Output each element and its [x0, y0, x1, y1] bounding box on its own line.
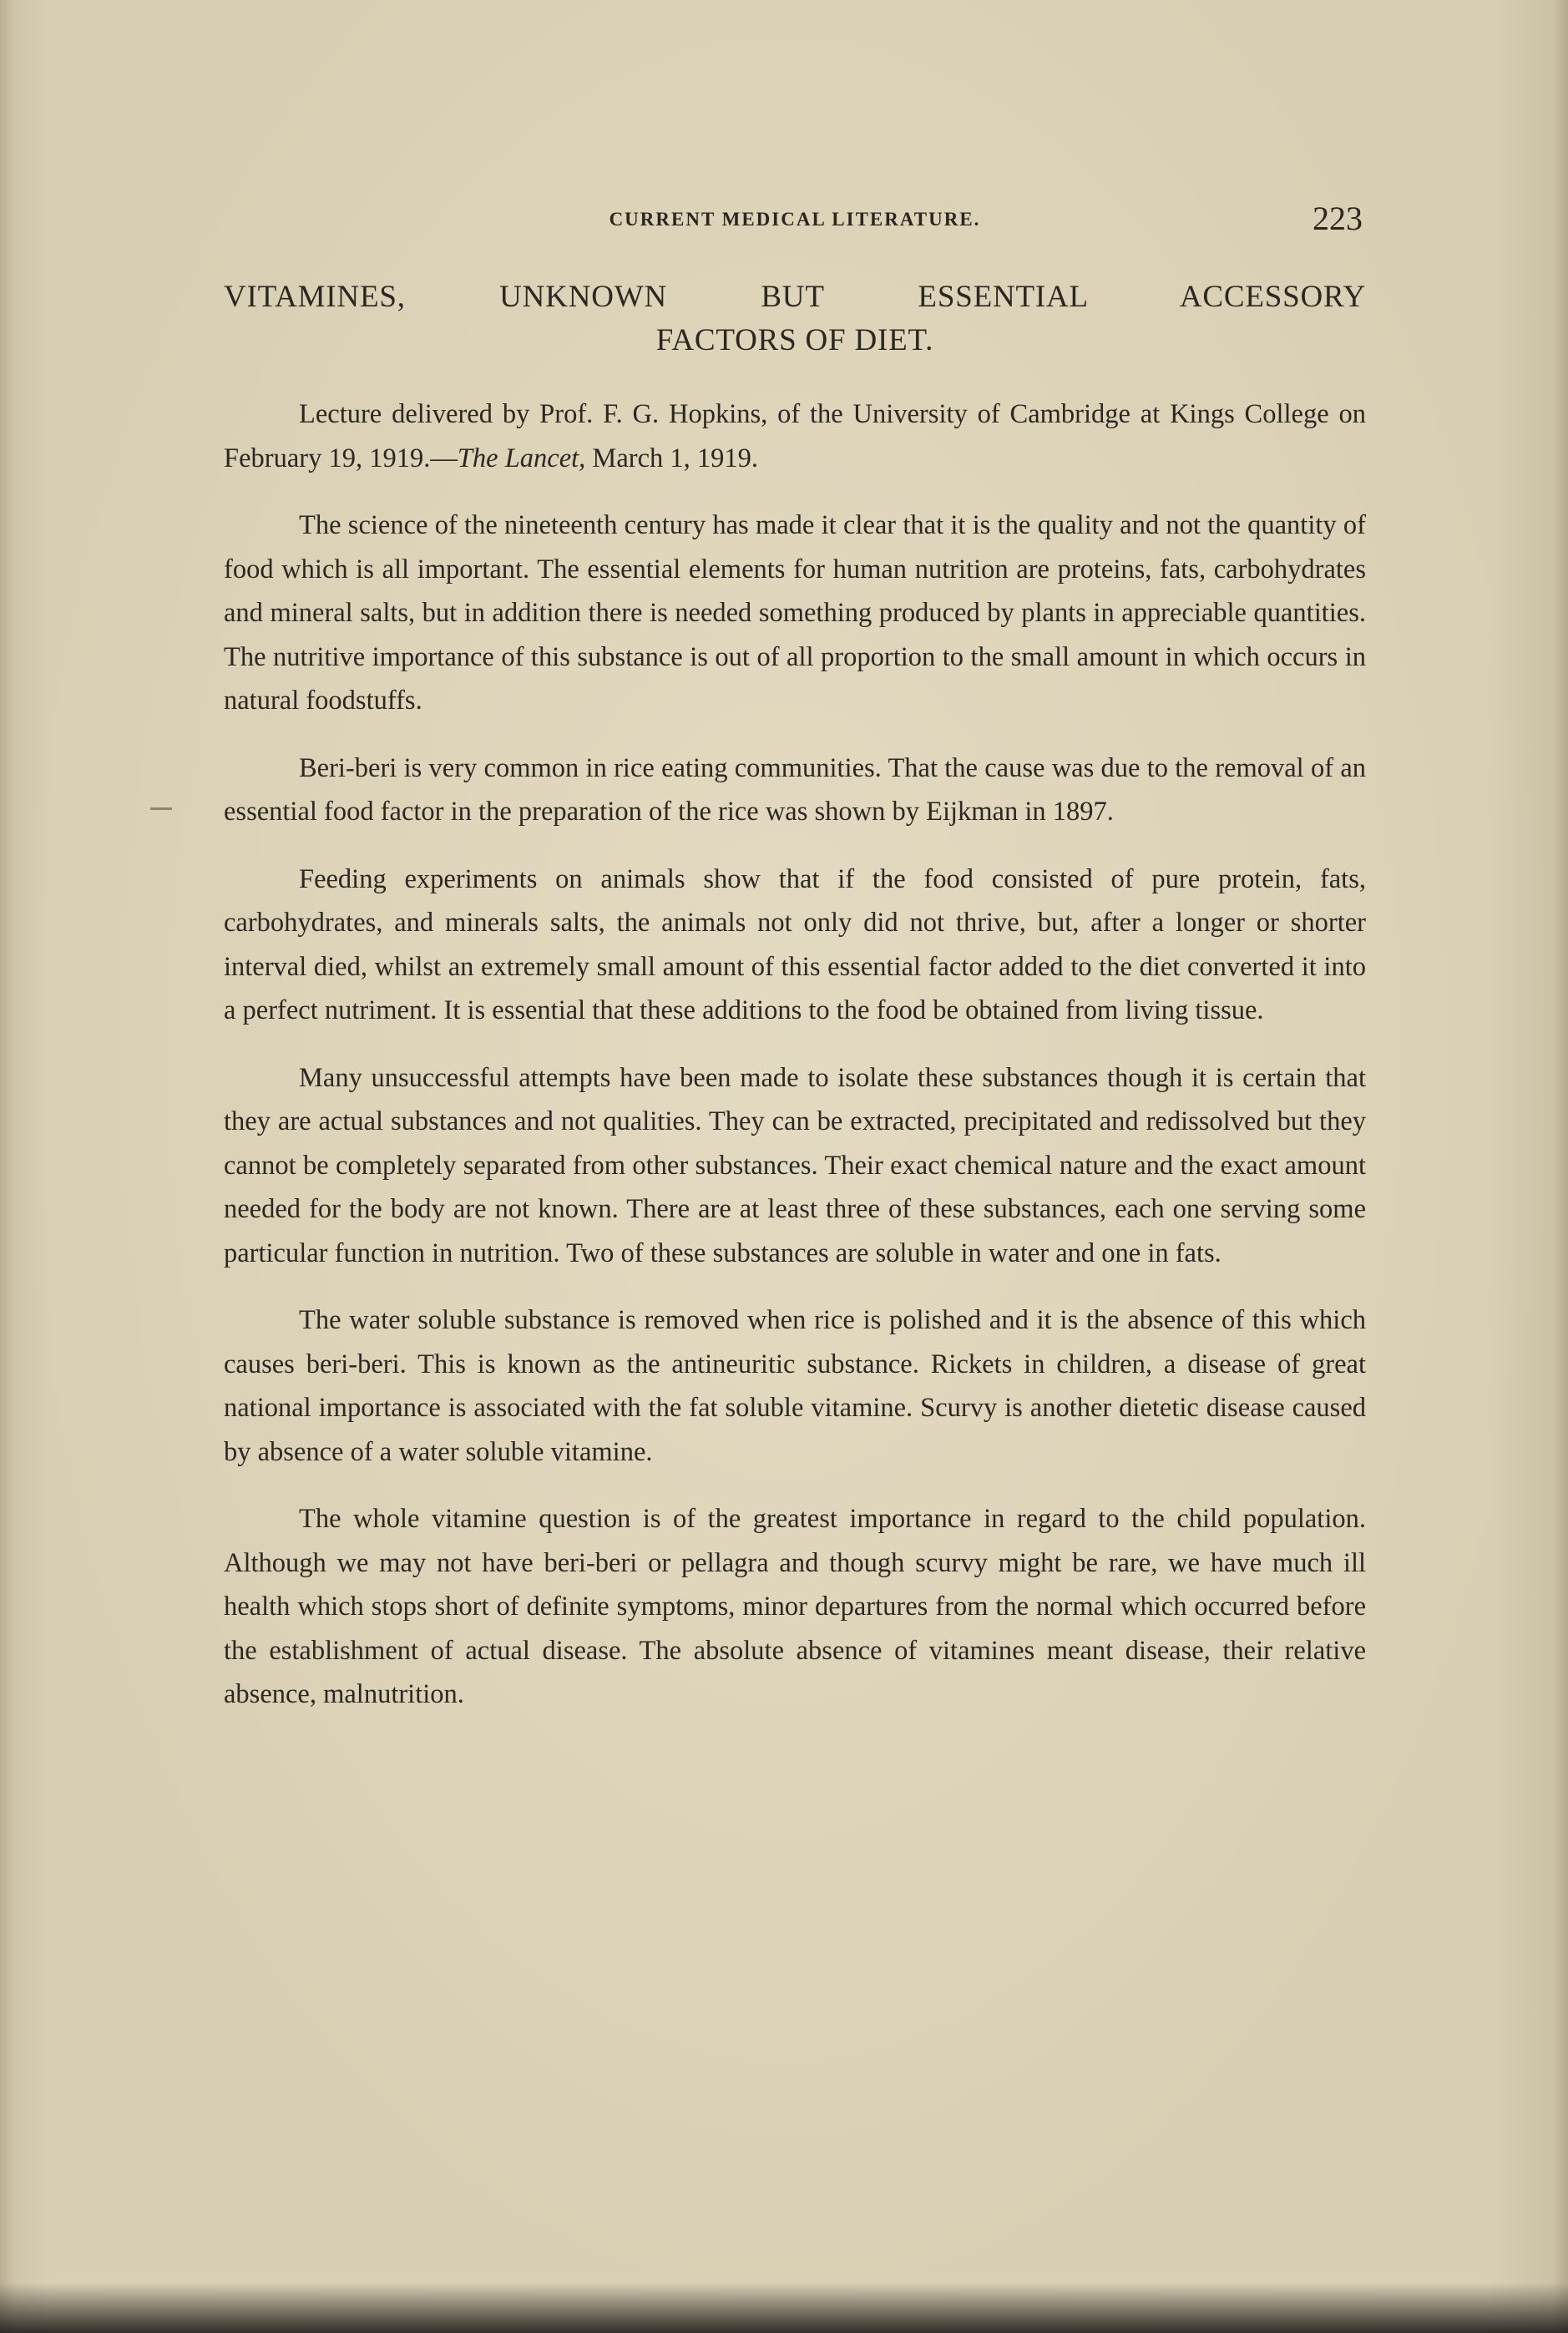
- article-title-line-2: FACTORS OF DIET.: [655, 323, 934, 357]
- paragraph-3: Feeding experiments on animals show that if the food consisted of pure protein, fats, carbohydrates, and minerals salts, the animals not only did not thrive, but, after a longer or shorter interval died, whilst an extremely small amount of this essential factor added to the diet converted it into a perfect nutriment. It is essential that these additions to the food be obtained from living tissue.: [224, 863, 1366, 1025]
- citation-journal: The Lancet,: [457, 443, 586, 473]
- page-number: 223: [1313, 200, 1363, 237]
- margin-mark: [150, 807, 172, 810]
- article-title-line-1: VITAMINES, UNKNOWN BUT ESSENTIAL ACCESSORY: [224, 280, 1366, 314]
- paragraph-4: Many unsuccessful attempts have been made to isolate these substances though it is certain that they are actual substances and not qualities. They can be extracted, precipitated and redissolved but they cannot be completely separated from other substances. Their exact chemical nature and the exact amount needed for the body are not known. There are at least three of these substances, each one serving some particular function in nutrition. Two of these substances are soluble in water and one in fats.: [224, 1062, 1366, 1268]
- paragraph-1: The science of the nineteenth century has made it clear that it is the quality and not the quantity of food which is all important. The essential elements for human nutrition are proteins, fats, carbohydrates and mineral salts, but in addition there is needed something produced by plants in appreciable quantities. The nutritive importance of this substance is out of all proportion to the small amount in which occurs in natural foodstuffs.: [224, 510, 1366, 716]
- citation-text: Lecture delivered by Prof. F. G. Hopkins, of the University of Cambridge at Kings College on February 19, 1919.—: [224, 399, 1366, 473]
- paragraph-2: Beri-beri is very common in rice eating communities. That the cause was due to the removal of an essential food factor in the preparation of the rice was shown by Eijkman in 1897.: [224, 752, 1366, 827]
- article-title: [224, 276, 1366, 362]
- citation-date: March 1, 1919.: [585, 443, 758, 473]
- running-title: CURRENT MEDICAL LITERATURE.: [609, 209, 981, 230]
- paragraph-6: The whole vitamine question is of the greatest importance in regard to the child population. Although we may not have beri-beri or pellagra and though scurvy might be rare, we have much ill health which stops short of definite symptoms, minor departures from the normal which occurred before the establishment of actual disease. The absolute absence of vitamines meant disease, their relative absence, malnutrition.: [224, 1504, 1366, 1709]
- article-body: [224, 276, 1366, 1740]
- citation: [224, 392, 1366, 480]
- running-head: [224, 199, 1366, 240]
- paragraph-5: The water soluble substance is removed when rice is polished and it is the absence of this which causes beri-beri. This is known as the antineuritic substance. Rickets in children, a disease of great national importance is associated with the fat soluble vitamine. Scurvy is another dietetic disease caused by absence of a water soluble vitamine.: [224, 1305, 1366, 1467]
